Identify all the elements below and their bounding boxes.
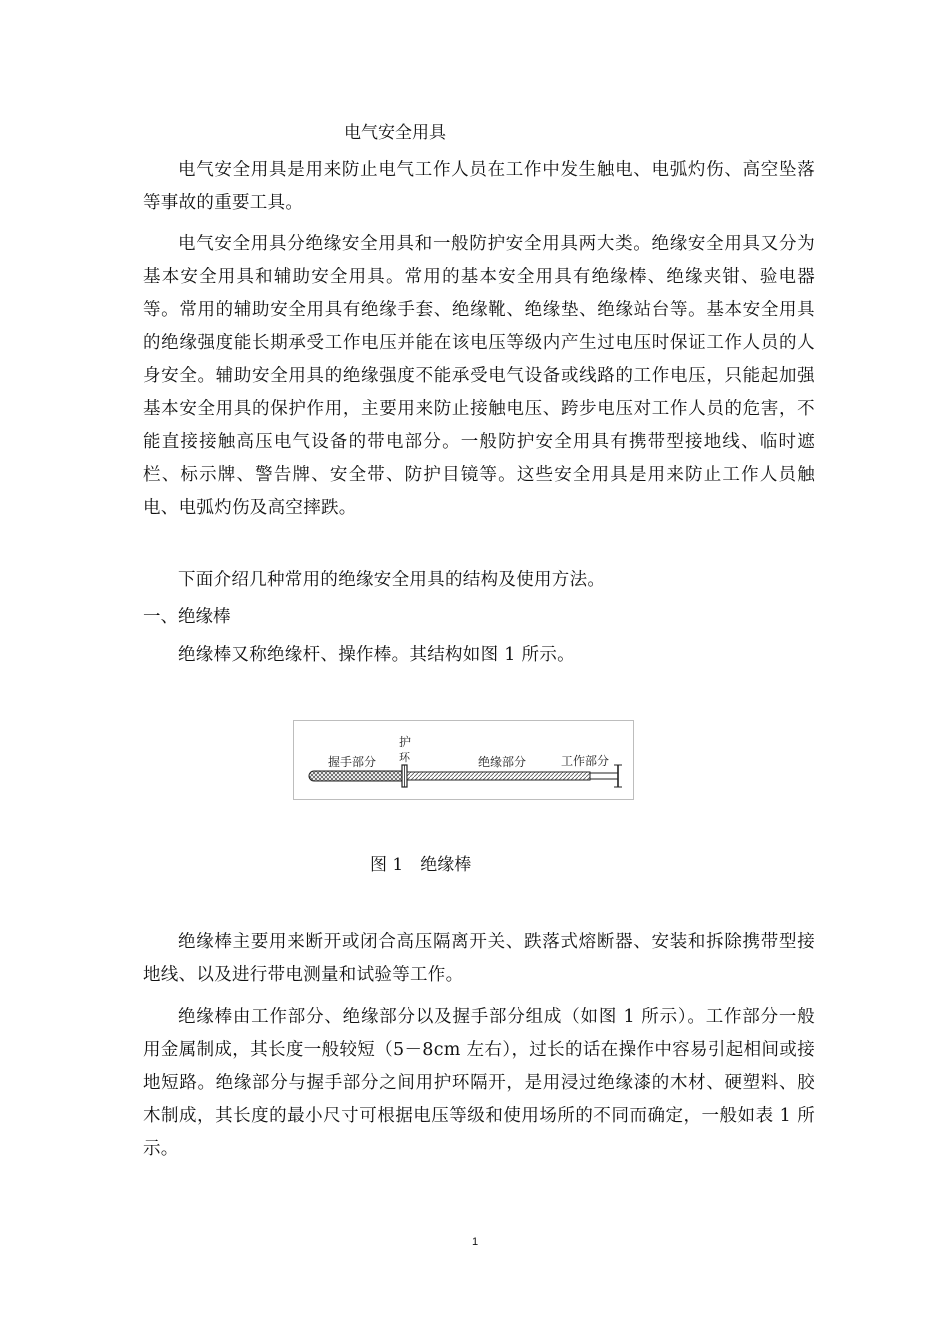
paragraph-categories: 电气安全用具分绝缘安全用具和一般防护安全用具两大类。绝缘安全用具又分为基本安全用具和辅助安全用具。常用的基本安全用具有绝缘棒、绝缘夹钳、验电器等。常用的辅助安全用具有绝缘手套、绝缘靴、绝缘垫、绝缘站台等。基本安全用具的绝缘强度能长期承受工作电压并能在该电压等级内产生过电压时保证工作人员的人身安全。辅助安全用具的绝缘强度不能承受电气设备或线路的工作电压，只能起加强基本安全用具的保护作用，主要用来防止接触电压、跨步电压对工作人员的危害，不能直接接触高压电气设备的带电部分。一般防护安全用具有携带型接地线、临时遮栏、标示牌、警告牌、安全带、防护目镜等。这些安全用具是用来防止工作人员触电、电弧灼伤及高空摔跌。	[143, 234, 815, 518]
section-heading-insulating-rod: 一、绝缘棒	[143, 607, 231, 627]
paragraph-introduce-tools: 下面介绍几种常用的绝缘安全用具的结构及使用方法。	[178, 570, 606, 590]
paragraph-rod-usage: 绝缘棒主要用来断开或闭合高压隔离开关、跌落式熔断器、安装和拆除携带型接地线、以及进行带电测量和试验等工作。	[143, 932, 815, 985]
label-insulation: 绝缘部分	[478, 755, 527, 769]
insulating-rod-diagram	[294, 721, 633, 799]
paragraph-rod-structure: 绝缘棒由工作部分、绝缘部分以及握手部分组成（如图 1 所示）。工作部分一般用金属制成，其长度一般较短（5－8cm 左右），过长的话在操作中容易引起相间或接地短路。绝缘部分与握手部分之间用护环隔开，是用浸过绝缘漆的木材、硬塑料、胶木制成，其长度的最小尺寸可根据电压等级和使用场所的不同而确定，一般如表 1 所示。	[143, 1007, 815, 1159]
label-guard-2: 环	[399, 751, 410, 764]
label-grip: 握手部分	[328, 755, 377, 769]
label-guard-1: 护	[399, 735, 412, 749]
paragraph-intro: 电气安全用具是用来防止电气工作人员在工作中发生触电、电弧灼伤、高空坠落等事故的重要工具。	[143, 160, 815, 213]
figure-insulating-rod	[293, 720, 634, 800]
page-number: 1	[471, 1236, 479, 1248]
document-title: 电气安全用具	[344, 123, 446, 143]
rod-insulation-section	[407, 772, 590, 780]
rod-grip-section	[309, 771, 402, 781]
figure-caption: 图 1 绝缘棒	[370, 855, 472, 875]
paragraph-rod-intro: 绝缘棒又称绝缘杆、操作棒。其结构如图 1 所示。	[178, 645, 575, 665]
label-work: 工作部分	[561, 754, 610, 768]
rod-working-section	[590, 773, 618, 779]
